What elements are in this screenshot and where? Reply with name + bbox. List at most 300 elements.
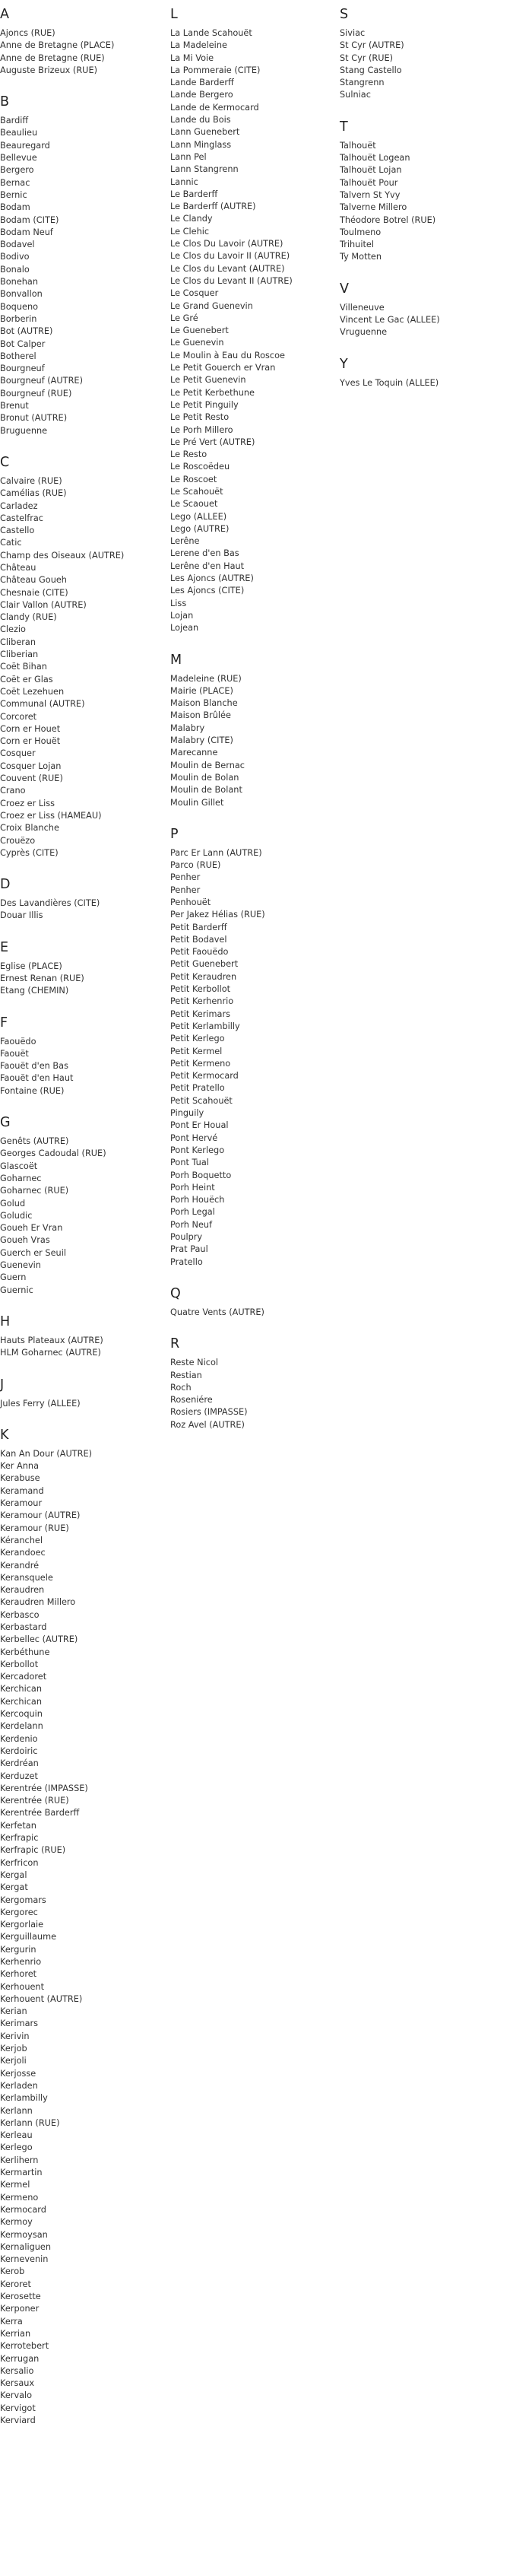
street-link[interactable]: Kerfetan (0, 1820, 36, 1831)
street-link[interactable]: Bot (AUTRE) (0, 326, 53, 337)
street-link[interactable]: Bodam (0, 202, 30, 213)
street-link[interactable]: Couvent (RUE) (0, 773, 63, 784)
street-link[interactable]: Le Resto (170, 449, 207, 460)
street-link[interactable]: Ernest Renan (RUE) (0, 974, 84, 983)
street-link[interactable]: Kermel (0, 2180, 30, 2190)
street-link[interactable]: Kerentrée Barderff (0, 1808, 80, 1818)
letter-section (0, 454, 156, 859)
street-link[interactable]: Douar Illis (0, 910, 43, 921)
street-link[interactable]: Lann Pel (170, 151, 207, 162)
street-link[interactable]: Le Scaouet (170, 499, 218, 510)
street-link[interactable]: Keramour (AUTRE) (0, 1510, 81, 1521)
street-link[interactable]: Toulmeno (340, 227, 382, 237)
street-link[interactable]: Penher (170, 872, 201, 883)
street-link[interactable]: La Pommeraie (CITE) (170, 65, 261, 75)
street-link[interactable]: Keransquele (0, 1572, 53, 1583)
street-link[interactable]: Borberin (0, 313, 37, 324)
street-link[interactable]: Pont Tual (170, 1158, 209, 1168)
street-link[interactable]: Château (0, 562, 36, 573)
street-link[interactable]: Petit Kerhenrio (170, 996, 234, 1007)
street-link[interactable]: Kerlann (RUE) (0, 2117, 60, 2128)
street-link[interactable]: Kerbollot (0, 1659, 39, 1669)
street-link[interactable]: Moulin de Bernac (170, 760, 245, 770)
street-link[interactable]: Catic (0, 538, 22, 548)
street-link[interactable]: Bellevue (0, 153, 37, 164)
street-link[interactable]: Kerimars (0, 2019, 39, 2029)
street-link[interactable]: Pratello (170, 1256, 203, 1267)
street-link[interactable]: Petit Barderff (170, 922, 227, 932)
street-link[interactable]: Kerchican (0, 1684, 42, 1695)
street-link[interactable]: Corcoret (0, 711, 37, 722)
street-link[interactable]: Penhouët (170, 897, 211, 907)
street-link[interactable]: Château Goueh (0, 575, 67, 586)
street-link[interactable]: Castello (0, 526, 35, 536)
street-link[interactable]: Petit Kerbollot (170, 984, 231, 995)
street-link[interactable]: Bernic (0, 189, 27, 200)
street-link[interactable]: Moulin de Bolant (170, 785, 242, 796)
street-link[interactable]: Bourgneuf (0, 364, 45, 374)
street-link[interactable]: Talhouët (340, 140, 376, 151)
street-link[interactable]: Le Petit Gouerch er Vran (170, 363, 276, 373)
street-link[interactable]: Le Roscoet (170, 474, 217, 484)
street-link[interactable]: Kerhouent (0, 1981, 45, 1992)
street-link[interactable]: Bodam Neuf (0, 227, 53, 237)
street-link[interactable]: Kerhoret (0, 1969, 37, 1980)
street-link[interactable]: Porh Boquetto (170, 1170, 232, 1180)
section-letter-heading: E (0, 939, 9, 955)
street-link[interactable]: Croez er Liss (0, 798, 55, 808)
street-link[interactable]: Crano (0, 786, 26, 796)
street-link[interactable]: Kermeno (0, 2192, 39, 2203)
street-link[interactable]: Malabry (170, 723, 205, 733)
street-link[interactable]: Poulpry (170, 1232, 203, 1243)
street-link[interactable]: Kerdenio (0, 1733, 38, 1744)
street-link[interactable]: Kerentrée (RUE) (0, 1796, 69, 1806)
street-link[interactable]: Camélias (RUE) (0, 488, 67, 499)
street-link[interactable]: Lerêne d'en Haut (170, 561, 245, 571)
street-link[interactable]: Prat Paul (170, 1244, 208, 1255)
street-link[interactable]: Le Clehic (170, 226, 210, 237)
street-link[interactable]: Sulniac (340, 90, 371, 100)
street-link[interactable]: Lojan (170, 610, 194, 621)
street-link[interactable]: Communal (AUTRE) (0, 699, 85, 710)
street-link[interactable]: Keraudren (0, 1585, 45, 1596)
street-link[interactable]: Maison Blanche (170, 698, 238, 709)
street-link[interactable]: Clezio (0, 624, 26, 635)
street-link[interactable]: Beaulieu (0, 128, 38, 138)
street-link[interactable]: Croix Blanche (0, 823, 59, 834)
street-link[interactable]: Kerandoec (0, 1548, 46, 1558)
street-link[interactable]: Kergat (0, 1882, 28, 1893)
street-link[interactable]: Clandy (RUE) (0, 612, 57, 623)
street-link[interactable]: Porh Neuf (170, 1219, 213, 1230)
street-link[interactable]: Kerjob (0, 2044, 27, 2054)
street-link[interactable]: Bodam (CITE) (0, 214, 59, 225)
street-link[interactable]: Kersalio (0, 2365, 34, 2376)
street-link[interactable]: Bodavel (0, 240, 35, 250)
street-link[interactable]: Le Clandy (170, 214, 213, 224)
street-link[interactable]: Ty Motten (340, 252, 382, 262)
street-link[interactable]: Clair Vallon (AUTRE) (0, 599, 87, 610)
street-link[interactable]: Penher (170, 885, 201, 895)
street-link[interactable]: Guernic (0, 1285, 33, 1295)
street-link[interactable]: Roz Avel (AUTRE) (170, 1419, 245, 1430)
street-link[interactable]: Kersaux (0, 2378, 35, 2389)
street-link[interactable]: Stangrenn (340, 78, 385, 88)
street-link[interactable]: Les Ajoncs (CITE) (170, 586, 245, 596)
street-link[interactable]: Kerian (0, 2006, 27, 2017)
street-link[interactable]: Lande du Bois (170, 115, 231, 125)
street-link[interactable]: Ker Anna (0, 1461, 40, 1472)
street-link[interactable]: Stang Castello (340, 65, 402, 75)
street-link[interactable]: HLM Goharnec (AUTRE) (0, 1348, 101, 1358)
street-link[interactable]: Kerosette (0, 2292, 41, 2302)
street-link[interactable]: Cyprès (CITE) (0, 847, 59, 858)
street-link[interactable]: Vruguenne (340, 327, 388, 338)
street-link[interactable]: Kervalo (0, 2390, 33, 2401)
street-link[interactable]: Coët er Glas (0, 674, 53, 684)
street-link[interactable]: Roseniére (170, 1395, 213, 1406)
street-link[interactable]: Boqueno (0, 301, 39, 312)
street-link[interactable]: Kerchican (0, 1696, 42, 1707)
street-link[interactable]: Parco (RUE) (170, 860, 221, 871)
street-link[interactable]: Petit Kerlego (170, 1034, 225, 1044)
street-link[interactable]: Pont Er Houal (170, 1120, 229, 1131)
street-link[interactable]: Cosquer Lojan (0, 761, 62, 771)
street-link[interactable]: Faouëdo (0, 1036, 36, 1047)
street-link[interactable]: Lann Minglass (170, 139, 232, 150)
street-link[interactable]: Genêts (AUTRE) (0, 1136, 69, 1147)
street-link[interactable]: Le Petit Resto (170, 412, 230, 423)
street-link[interactable]: Kan An Dour (AUTRE) (0, 1448, 93, 1459)
section-letter-heading: Y (340, 356, 348, 372)
street-link[interactable]: Quatre Vents (AUTRE) (170, 1307, 264, 1317)
street-link[interactable]: Petit Scahouët (170, 1095, 233, 1106)
street-link[interactable]: Kergorlaie (0, 1920, 44, 1930)
street-link[interactable]: Kerjosse (0, 2068, 36, 2079)
street-link[interactable]: Le Petit Pinguily (170, 399, 239, 410)
street-link[interactable]: Kerabuse (0, 1473, 40, 1484)
street-link[interactable]: Kerguillaume (0, 1932, 57, 1942)
street-link[interactable]: Petit Kerimars (170, 1008, 230, 1019)
street-link[interactable]: Le Cosquer (170, 288, 219, 299)
street-link[interactable]: Kervigot (0, 2403, 36, 2413)
street-link[interactable]: Restian (170, 1370, 202, 1380)
street-link[interactable]: Kermoy (0, 2217, 33, 2228)
street-link[interactable]: Kerivin (0, 2031, 30, 2041)
street-link[interactable]: Marecanne (170, 748, 218, 758)
street-link[interactable]: Beauregard (0, 140, 50, 151)
letter-section (340, 356, 496, 389)
street-link[interactable]: La Lande Scahouët (170, 28, 252, 38)
street-link[interactable]: Crouëzo (0, 835, 36, 846)
street-link[interactable]: Pinguily (170, 1108, 204, 1119)
street-link[interactable]: Petit Guenebert (170, 959, 239, 970)
street-link[interactable]: Petit Kerlambilly (170, 1021, 240, 1031)
street-link[interactable]: Le Clos du Lavoir II (AUTRE) (170, 251, 290, 262)
street-link[interactable]: Bonvallon (0, 289, 43, 300)
street-link[interactable]: Kermoysan (0, 2229, 48, 2240)
street-list (170, 1357, 326, 1431)
street-list (170, 847, 326, 1269)
street-link[interactable]: Rosiers (IMPASSE) (170, 1407, 248, 1418)
street-link[interactable]: Talhouët Logean (340, 153, 410, 164)
street-link[interactable]: Kerlambilly (0, 2093, 48, 2104)
street-link[interactable]: Goharnec (RUE) (0, 1186, 69, 1196)
street-link[interactable]: Guenevin (0, 1260, 41, 1271)
street-link[interactable]: Lannic (170, 176, 198, 187)
street-link[interactable]: Lann Stangrenn (170, 164, 239, 175)
street-link[interactable]: Lande de Kermocard (170, 102, 259, 113)
street-link[interactable]: Théodore Botrel (RUE) (340, 214, 436, 225)
street-link[interactable]: Le Roscoëdeu (170, 462, 230, 472)
street-link[interactable]: Corn er Houet (0, 723, 61, 734)
street-link[interactable]: Le Scahouët (170, 486, 223, 497)
street-link[interactable]: Le Petit Kerbethune (170, 387, 255, 398)
street-link[interactable]: Moulin de Bolan (170, 772, 239, 783)
street-link[interactable]: Porh Houëch (170, 1195, 225, 1205)
street-link[interactable]: Kerduzet (0, 1771, 38, 1781)
street-link[interactable]: Kerrian (0, 2328, 31, 2339)
street-link[interactable]: Lego (AUTRE) (170, 523, 230, 534)
street-link[interactable]: Kerjoli (0, 2056, 27, 2066)
street-link[interactable]: La Madeleine (170, 40, 227, 51)
street-link[interactable]: Le Clos du Levant II (AUTRE) (170, 275, 293, 286)
street-link[interactable]: Le Gré (170, 313, 198, 323)
street-link[interactable]: Kernaliguen (0, 2241, 52, 2252)
street-link[interactable]: Champ des Oiseaux (AUTRE) (0, 550, 125, 561)
street-link[interactable]: Kerbastard (0, 1622, 47, 1632)
street-link[interactable]: Cosquer (0, 748, 36, 759)
street-link[interactable]: Des Lavandières (CITE) (0, 898, 100, 909)
street-link[interactable]: Keramour (0, 1498, 43, 1509)
street-link[interactable]: Kerrugan (0, 2353, 40, 2364)
street-link[interactable]: Bodivo (0, 252, 30, 262)
street-link[interactable]: Kerra (0, 2316, 23, 2327)
street-link[interactable]: Petit Kermel (170, 1046, 223, 1056)
street-link[interactable]: Kercoquin (0, 1709, 43, 1720)
street-link[interactable]: Pont Kerlego (170, 1145, 225, 1155)
street-link[interactable]: Ajoncs (RUE) (0, 28, 55, 38)
street-link[interactable]: Kerhenrio (0, 1957, 42, 1967)
street-link[interactable]: Le Pré Vert (AUTRE) (170, 437, 255, 447)
street-link[interactable]: Kercadoret (0, 1672, 47, 1682)
street-link[interactable]: Hauts Plateaux (AUTRE) (0, 1335, 103, 1345)
street-link[interactable]: Bruguenne (0, 425, 48, 436)
street-list (340, 302, 496, 339)
street-link[interactable]: Croez er Liss (HAMEAU) (0, 810, 102, 821)
street-link[interactable]: Bergero (0, 165, 34, 176)
street-link[interactable]: Le Clos Du Lavoir (AUTRE) (170, 239, 283, 249)
street-link[interactable]: Lande Bergero (170, 90, 233, 100)
street-link[interactable]: Kergorec (0, 1907, 38, 1917)
street-link[interactable]: Talhouët Pour (340, 177, 398, 188)
street-link[interactable]: Keroret (0, 2279, 31, 2289)
street-link[interactable]: Bernac (0, 177, 30, 188)
street-link[interactable]: Les Ajoncs (AUTRE) (170, 573, 254, 584)
street-link[interactable]: Le Grand Guenevin (170, 300, 253, 311)
street-link[interactable]: Brenut (0, 401, 29, 411)
street-link[interactable]: Petit Kermocard (170, 1071, 239, 1082)
street-link[interactable]: Le Moulin à Eau du Roscoe (170, 350, 285, 361)
street-link[interactable]: Parc Er Lann (AUTRE) (170, 847, 262, 858)
street-link[interactable]: Anne de Bretagne (PLACE) (0, 40, 115, 51)
street-link[interactable]: Kermocard (0, 2204, 46, 2215)
street-link[interactable]: Yves Le Toquin (ALLEE) (340, 377, 439, 388)
street-link[interactable]: Kerdelann (0, 1721, 43, 1732)
street-link[interactable]: Chesnaie (CITE) (0, 587, 68, 598)
street-link[interactable]: Le Barderff (170, 189, 218, 199)
street-link[interactable]: Kerdoiric (0, 1745, 38, 1756)
street-link[interactable]: Lann Guenebert (170, 127, 240, 138)
street-link[interactable]: Talvern St Yvy (340, 189, 401, 200)
street-link[interactable]: Bronut (AUTRE) (0, 413, 68, 424)
street-link[interactable]: Roch (170, 1382, 192, 1393)
street-link[interactable]: Per Jakez Hélias (RUE) (170, 910, 265, 920)
street-link[interactable]: Kerlihern (0, 2155, 39, 2165)
street-link[interactable]: Calvaire (RUE) (0, 475, 62, 486)
street-link[interactable]: Georges Cadoudal (RUE) (0, 1148, 106, 1159)
street-link[interactable]: Bot Calper (0, 338, 46, 349)
street-link[interactable]: Petit Pratello (170, 1083, 225, 1094)
street-link[interactable]: Golud (0, 1198, 26, 1209)
street-link[interactable]: Petit Faouëdo (170, 947, 229, 958)
street-link[interactable]: Bonalo (0, 264, 30, 275)
street-link[interactable]: Kerlann (0, 2105, 33, 2116)
street-link[interactable]: Keraudren Millero (0, 1597, 76, 1608)
street-link[interactable]: Petit Kermeno (170, 1058, 231, 1069)
street-link[interactable]: Petit Keraudren (170, 971, 237, 982)
street-link[interactable]: Goueh Er Vran (0, 1223, 63, 1234)
street-link[interactable]: Malabry (CITE) (170, 735, 233, 746)
street-link[interactable]: Glascoët (0, 1161, 38, 1171)
street-link[interactable]: Bourgneuf (AUTRE) (0, 376, 83, 386)
street-link[interactable]: Villeneuve (340, 302, 385, 313)
section-letter-heading: B (0, 94, 10, 110)
street-link[interactable]: Le Petit Guenevin (170, 375, 246, 386)
street-link[interactable]: Mairie (PLACE) (170, 685, 233, 696)
street-link[interactable]: Kernevenin (0, 2254, 49, 2265)
street-link[interactable]: St Cyr (AUTRE) (340, 40, 404, 51)
street-link[interactable]: Bardiff (0, 116, 29, 126)
street-link[interactable]: Carladez (0, 500, 38, 511)
street-link[interactable]: Porh Heint (170, 1182, 215, 1193)
section-letter-heading: J (0, 1377, 5, 1393)
street-link[interactable]: Kerleau (0, 2130, 33, 2141)
street-link[interactable]: Kergurin (0, 1944, 36, 1955)
street-link[interactable]: Keramand (0, 1485, 44, 1496)
street-link[interactable]: Kerdréan (0, 1758, 39, 1769)
street-link[interactable]: Kerrotebert (0, 2341, 49, 2352)
street-link[interactable]: Kerfrapic (RUE) (0, 1845, 66, 1856)
street-link[interactable]: Le Guenevin (170, 338, 224, 348)
street-link[interactable]: Petit Bodavel (170, 934, 227, 945)
street-link[interactable]: Kerfricon (0, 1857, 39, 1868)
street-link[interactable]: Lojean (170, 623, 199, 634)
street-link[interactable]: Goludic (0, 1210, 33, 1221)
street-link[interactable]: Vincent Le Gac (ALLEE) (340, 315, 440, 326)
street-link[interactable]: Goharnec (0, 1173, 42, 1183)
street-link[interactable]: Kerlego (0, 2142, 33, 2153)
street-link[interactable]: Lego (ALLEE) (170, 511, 227, 522)
street-link[interactable]: Bonehan (0, 277, 39, 287)
letter-section (0, 1427, 156, 2427)
street-link[interactable]: Maison Brûlée (170, 710, 231, 721)
street-link[interactable]: Jules Ferry (ALLEE) (0, 1398, 81, 1409)
street-link[interactable]: Kerbéthune (0, 1647, 50, 1657)
street-link[interactable]: Kergomars (0, 1895, 46, 1905)
street-link[interactable]: Kerfrapic (0, 1833, 39, 1844)
street-link[interactable]: Faouët (0, 1048, 29, 1059)
street-link[interactable]: Coët Bihan (0, 662, 47, 672)
street-link[interactable]: Kergal (0, 1869, 27, 1880)
street-link[interactable]: Pont Hervé (170, 1132, 218, 1143)
index-column-2 (170, 6, 326, 1448)
street-link[interactable]: St Cyr (RUE) (340, 52, 394, 63)
street-link[interactable]: Cliberian (0, 650, 39, 660)
street-link[interactable]: Kerbasco (0, 1609, 40, 1620)
street-link[interactable]: Cliberan (0, 637, 36, 647)
street-link[interactable]: Kerviard (0, 2415, 36, 2425)
street-link[interactable]: Liss (170, 598, 187, 608)
street-link[interactable]: Kerentrée (IMPASSE) (0, 1783, 88, 1793)
street-link[interactable]: Kerob (0, 2266, 25, 2277)
letter-section (0, 1015, 156, 1097)
street-link[interactable]: Bourgneuf (RUE) (0, 388, 72, 399)
street-link[interactable]: Lerêne (170, 536, 200, 547)
street-link[interactable]: Kerladen (0, 2080, 38, 2091)
street-link[interactable]: Reste Nicol (170, 1358, 218, 1368)
street-link[interactable]: Trihuitel (340, 240, 374, 250)
street-link[interactable]: Le Porh Millero (170, 424, 233, 435)
street-link[interactable]: Faouët d'en Bas (0, 1061, 68, 1072)
street-link[interactable]: Faouët d'en Haut (0, 1073, 74, 1084)
street-link[interactable]: Moulin Gillet (170, 797, 224, 808)
street-link[interactable]: Lerene d'en Bas (170, 548, 239, 559)
street-list (0, 1036, 156, 1097)
street-link[interactable]: Lande Barderff (170, 78, 234, 88)
street-link[interactable]: Etang (CHEMIN) (0, 986, 69, 996)
street-link[interactable]: Kerhouent (AUTRE) (0, 1993, 83, 2004)
street-link[interactable]: Le Guenebert (170, 326, 229, 336)
street-link[interactable]: Keramour (RUE) (0, 1523, 69, 1533)
street-link[interactable]: Le Clos du Levant (AUTRE) (170, 263, 285, 274)
street-link[interactable]: Corn er Houët (0, 736, 61, 747)
street-link[interactable]: Le Barderff (AUTRE) (170, 202, 256, 212)
street-link[interactable]: Eglise (PLACE) (0, 961, 62, 971)
street-link[interactable]: Fontaine (RUE) (0, 1085, 65, 1096)
street-link[interactable]: Goueh Vras (0, 1235, 50, 1246)
street-link[interactable]: Auguste Brizeux (RUE) (0, 65, 97, 75)
street-link[interactable]: Madeleine (RUE) (170, 673, 242, 684)
street-link[interactable]: Coët Lezehuen (0, 686, 65, 697)
street-link[interactable]: La Mi Voie (170, 52, 214, 63)
street-link[interactable]: Botherel (0, 351, 36, 361)
street-link[interactable]: Talverne Millero (340, 202, 407, 213)
street-link[interactable]: Guern (0, 1272, 27, 1283)
street-link[interactable]: Anne de Bretagne (RUE) (0, 52, 105, 63)
street-link[interactable]: Kerbellec (AUTRE) (0, 1634, 78, 1645)
street-link[interactable]: Kerandré (0, 1560, 40, 1571)
street-link[interactable]: Porh Legal (170, 1207, 215, 1218)
street-link[interactable]: Guerch er Seuil (0, 1247, 66, 1258)
street-link[interactable]: Kerponer (0, 2304, 40, 2314)
street-link[interactable]: Castelfrac (0, 513, 43, 523)
street-link[interactable]: Siviac (340, 28, 366, 38)
street-link[interactable]: Kermartin (0, 2168, 43, 2178)
street-link[interactable]: Talhouët Lojan (340, 165, 402, 176)
street-link[interactable]: Kéranchel (0, 1535, 43, 1545)
